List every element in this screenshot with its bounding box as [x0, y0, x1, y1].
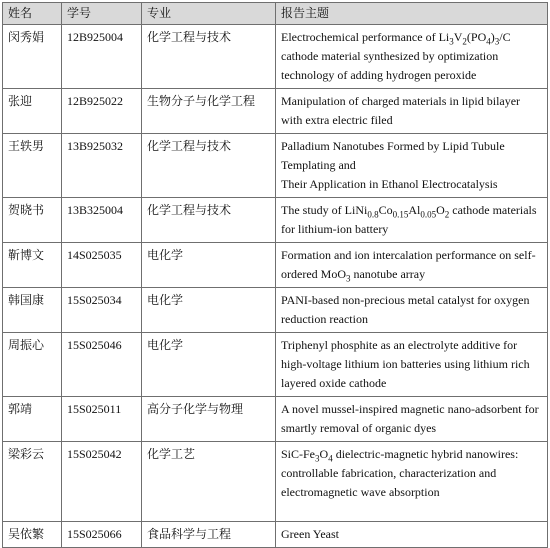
topic-text: )	[490, 30, 495, 44]
student-name: 张迎	[3, 89, 62, 134]
student-id: 14S025035	[62, 243, 142, 288]
student-name: 贺晓书	[3, 198, 62, 243]
student-major: 高分子化学与物理	[142, 397, 276, 442]
topic-line: Their Application in Ethanol Electrocatalysis	[281, 177, 498, 191]
student-major: 生物分子与化学工程	[142, 89, 276, 134]
student-major: 电化学	[142, 333, 276, 397]
student-id: 15S025042	[62, 442, 142, 522]
topic-text: dielectric-magnetic hybrid nanowires: controllable fabrication, characterization and electromagnetic wave absorption	[281, 447, 519, 499]
topic-subscript: 3	[315, 453, 320, 464]
student-major: 化学工程与技术	[142, 134, 276, 198]
report-topic: A novel mussel-inspired magnetic nano-adsorbent for smartly removal of organic dyes	[276, 397, 548, 442]
seminar-schedule-table	[2, 2, 548, 548]
topic-subscript: 3	[494, 36, 500, 47]
topic-text: SiC-Fe	[281, 447, 316, 461]
student-major: 电化学	[142, 288, 276, 333]
student-name: 周振心	[3, 333, 62, 397]
report-topic	[276, 25, 548, 89]
student-id: 15S025034	[62, 288, 142, 333]
student-id: 15S025066	[62, 522, 142, 548]
report-topic: PANI-based non-precious metal catalyst for oxygen reduction reaction	[276, 288, 548, 333]
topic-line: Palladium Nanotubes Formed by Lipid Tubule Templating and	[281, 139, 505, 172]
student-major: 化学工程与技术	[142, 198, 276, 243]
column-header-major: 专业	[142, 3, 276, 25]
topic-text: Electrochemical performance of Li	[281, 30, 450, 44]
topic-text: nanotube array	[350, 267, 426, 281]
report-topic: Green Yeast	[276, 522, 548, 548]
table-row	[3, 397, 548, 442]
topic-subscript: 0.8	[367, 209, 379, 220]
student-name: 梁彩云	[3, 442, 62, 522]
table-row	[3, 522, 548, 548]
topic-text: V	[453, 30, 463, 44]
topic-text: Formation and ion intercalation performance on self-ordered MoO	[281, 248, 536, 281]
student-major: 电化学	[142, 243, 276, 288]
topic-subscript: 0.15	[392, 209, 409, 220]
student-name: 吴依繁	[3, 522, 62, 548]
topic-subscript: 3	[449, 36, 454, 47]
student-id: 15S025011	[62, 397, 142, 442]
topic-subscript: 4	[328, 453, 333, 464]
report-topic	[276, 442, 548, 522]
table-row	[3, 333, 548, 397]
table-header-row	[3, 3, 548, 25]
topic-text: O	[319, 447, 329, 461]
column-header-topic: 报告主题	[276, 3, 548, 25]
topic-text: /C cathode material synthesized by optimization technology of adding hydrogen peroxide	[281, 30, 511, 82]
table-row	[3, 134, 548, 198]
topic-subscript: 4	[486, 36, 491, 47]
student-id: 13B325004	[62, 198, 142, 243]
student-major: 化学工艺	[142, 442, 276, 522]
student-id: 12B925004	[62, 25, 142, 89]
table-row	[3, 288, 548, 333]
column-header-name: 姓名	[3, 3, 62, 25]
report-topic	[276, 243, 548, 288]
topic-text: Al	[408, 203, 421, 217]
student-major: 化学工程与技术	[142, 25, 276, 89]
table-row	[3, 243, 548, 288]
report-topic	[276, 198, 548, 243]
topic-text: O	[436, 203, 445, 217]
topic-subscript: 0.05	[420, 209, 437, 220]
table-row	[3, 198, 548, 243]
column-header-student-id: 学号	[62, 3, 142, 25]
report-topic	[276, 134, 548, 198]
student-name: 韩国康	[3, 288, 62, 333]
report-topic: Manipulation of charged materials in lipid bilayer with extra electric filed	[276, 89, 548, 134]
table-row	[3, 442, 548, 522]
student-id: 12B925022	[62, 89, 142, 134]
topic-text: cathode materials for lithium-ion battery	[281, 203, 537, 236]
student-id: 13B925032	[62, 134, 142, 198]
topic-subscript: 3	[345, 273, 351, 284]
topic-text: Co	[378, 203, 393, 217]
topic-text: The study of LiNi	[281, 203, 368, 217]
student-name: 靳博文	[3, 243, 62, 288]
student-name: 闵秀娟	[3, 25, 62, 89]
report-topic: Triphenyl phosphite as an electrolyte additive for high-voltage lithium ion batteries using lithium rich layered oxide cathode	[276, 333, 548, 397]
topic-subscript: 2	[444, 209, 450, 220]
student-name: 王轶男	[3, 134, 62, 198]
table-row	[3, 89, 548, 134]
student-id: 15S025046	[62, 333, 142, 397]
student-major: 食品科学与工程	[142, 522, 276, 548]
topic-subscript: 2	[462, 36, 467, 47]
table-row	[3, 25, 548, 89]
student-name: 郭靖	[3, 397, 62, 442]
topic-text: (PO	[466, 30, 487, 44]
